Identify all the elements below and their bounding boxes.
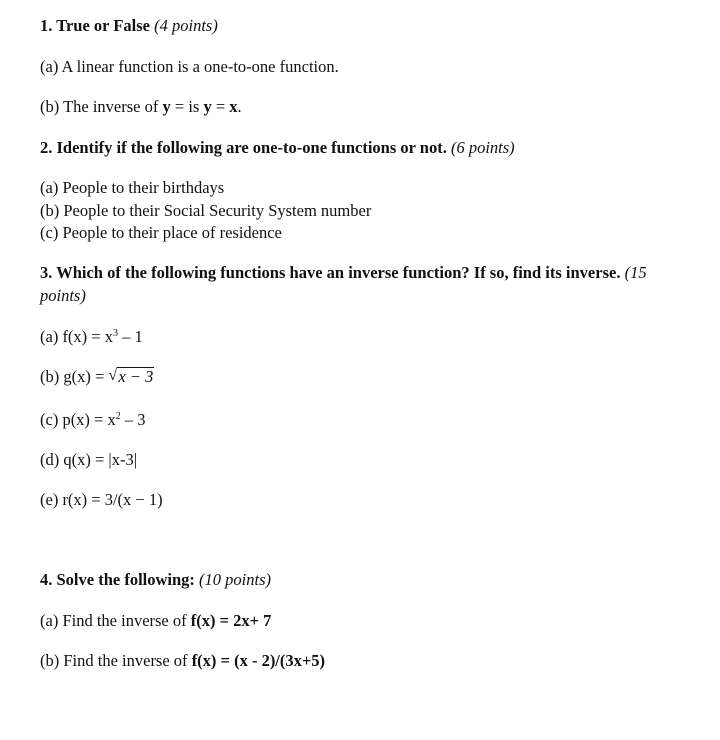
q3-c-suffix: – 3 [120, 410, 146, 429]
q3-item-c [40, 410, 145, 430]
q2-heading-line [40, 138, 515, 158]
q3-a-prefix: (a) f(x) = x [40, 327, 113, 346]
q4-b-expression: f(x) = (x - 2)/(3x+5) [191, 651, 326, 670]
q1-b-prefix: (b) The inverse of [40, 97, 163, 116]
q3-a-exponent: 3 [112, 328, 118, 339]
q1-item-a: (a) A linear function is a one-to-one function. [40, 57, 339, 76]
q3-item-b [40, 367, 154, 387]
square-root [108, 367, 154, 387]
q1-b-end: . [237, 97, 242, 116]
q2-item-a: (a) People to their birthdays [40, 178, 225, 197]
q3-heading: 3. Which of the following functions have an inverse function? If so, find its inverse. [40, 263, 621, 282]
q1-heading-line [40, 16, 218, 36]
q4-b-prefix: (b) Find the inverse of [40, 651, 192, 670]
q3-c-prefix: (c) p(x) = x [40, 410, 116, 429]
q4-a-expression: f(x) = 2x+ 7 [190, 611, 272, 630]
q3-points-line2 [40, 286, 86, 306]
q3-item-a [40, 327, 143, 347]
q1-b-y2: y [203, 97, 212, 116]
q3-heading-line [40, 263, 647, 283]
q1-b-eq2: = [211, 97, 230, 116]
q4-points: (10 points) [199, 570, 272, 589]
q4-item-b [40, 651, 325, 671]
q2-item-b: (b) People to their Social Security System number [40, 201, 372, 220]
q1-b-y1: y [162, 97, 171, 116]
q1-b-x: x [229, 97, 238, 116]
q1-item-b [40, 97, 242, 117]
q3-c-exponent: 2 [115, 411, 121, 422]
q1-b-eq1: = [170, 97, 189, 116]
q1-points: (4 points) [154, 16, 218, 35]
q3-b-radicand: x − 3 [118, 367, 154, 386]
radical-sign: √ [108, 367, 118, 384]
q2-points: (6 points) [450, 138, 515, 157]
q4-heading: 4. Solve the following: [40, 570, 195, 589]
q3-a-suffix: – 1 [117, 327, 143, 346]
q1-b-is: is [188, 97, 204, 116]
q4-a-prefix: (a) Find the inverse of [40, 611, 191, 630]
q2-item-c: (c) People to their place of residence [40, 223, 282, 242]
q4-heading-line [40, 570, 271, 590]
q3-item-e: (e) r(x) = 3/(x − 1) [40, 490, 163, 509]
q3-b-prefix: (b) g(x) = [40, 367, 109, 386]
q4-item-a [40, 611, 271, 631]
q2-heading: 2. Identify if the following are one-to-one functions or not. [40, 138, 447, 157]
q1-heading: 1. True or False [40, 16, 150, 35]
q3-points-part2: points) [40, 286, 86, 305]
q3-points-part1: (15 [624, 263, 647, 282]
q3-item-d: (d) q(x) = |x-3| [40, 450, 138, 469]
